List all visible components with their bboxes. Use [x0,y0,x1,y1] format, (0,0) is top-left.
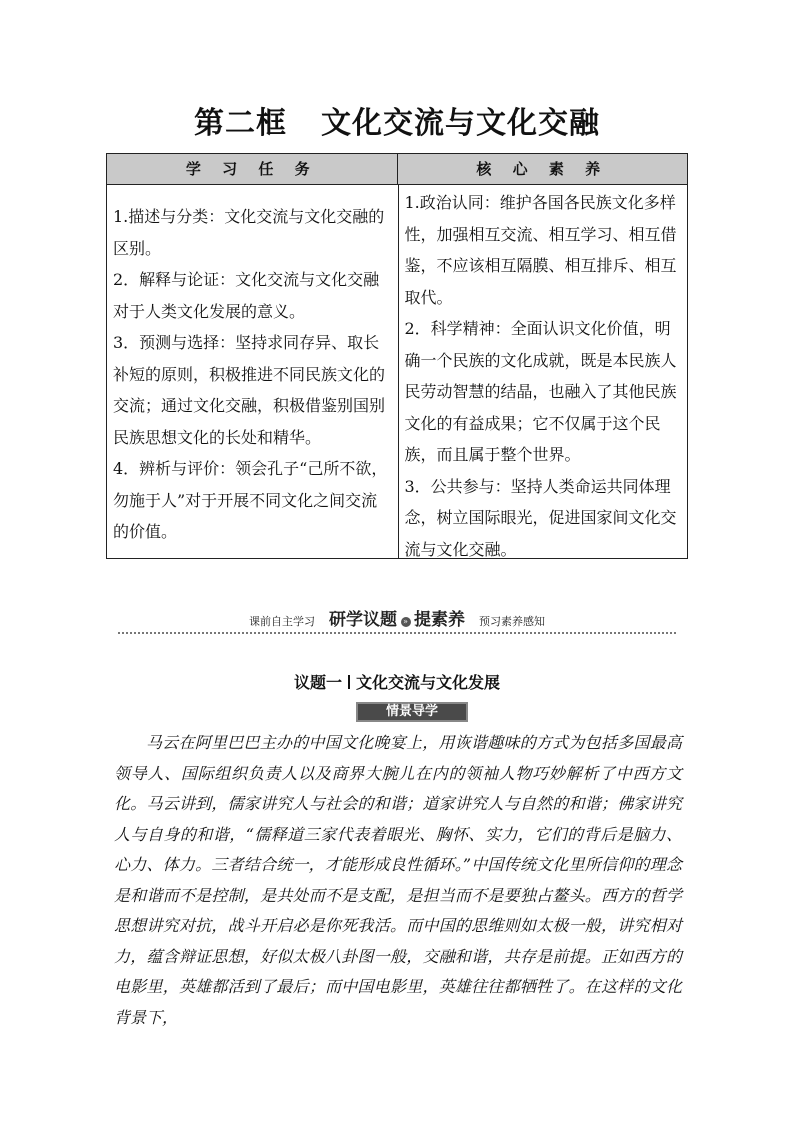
topic-heading [0,670,794,693]
literacy-item: 3．公共参与：坚持人类命运共同体理念，树立国际眼光，促进国家间文化交流与文化交融。 [404,476,677,559]
task-item: 1.描述与分类：文化交流与文化交融的区别。 [113,207,385,258]
passage-text: 马云在阿里巴巴主办的中国文化晚宴上，用诙谐趣味的方式为包括多国最高领导人、国际组织负责人以及商界大腕儿在内的领袖人物巧妙解析了中西方文化。马云讲到，儒家讲究人与社会的和谐；道家讲究人与自然的和谐；佛家讲究人与自身的和谐，“儒释道三家代表着眼光、胸怀、实力，它们的背后是脑力、心力、体力。三者结合统一，才能形成良性循环。”中国传统文化里所信仰的理念是和谐而不是控制，是共处而不是支配，是担当而不是要独占鳌头。西方的哲学思想讲究对抗，战斗开启必是你死我活。而中国的思维则如太极一般，讲究相对力，蕴含辩证思想，好似太极八卦图一般，交融和谐，共存是前提。正如西方的电影里，英雄都活到了最后；而中国电影里，英雄往往都牺牲了。在这样的文化背景下， [114,733,682,1027]
table-header-tasks: 学 习 任 务 [107,154,398,184]
literacy-column [399,185,688,559]
task-item: 2．解释与论证：文化交流与文化交融对于人类文化发展的意义。 [113,270,380,321]
scenario-passage [114,728,682,1033]
table-header-literacy: 核 心 素 养 [476,160,609,178]
page-title [0,98,794,142]
topic-text: 文化交流与文化发展 [356,673,501,692]
objectives-table [106,153,688,559]
banner-title-left: 研学议题 [329,610,397,630]
title-part-2: 文化交流与文化交融 [321,106,600,141]
banner-divider [118,632,676,634]
table-body-row [107,185,687,559]
arrow-icon: » [401,617,411,627]
section-banner [118,606,676,636]
table-header-row [107,154,687,185]
banner-right-caption: 预习素养感知 [479,615,545,628]
banner-title-right: 提素养 [414,610,465,630]
topic-label: 议题一 [293,673,342,692]
tasks-column [107,185,399,559]
topic-separator [348,675,350,689]
task-item: 3．预测与选择：坚持求同存异、取长补短的原则，积极推进不同民族文化的交流；通过文化交融，积极借鉴别国别民族思想文化的长处和精华。 [113,333,386,447]
literacy-item: 2．科学精神：全面认识文化价值，明确一个民族的文化成就，既是本民族人民劳动智慧的结晶，也融入了其他民族文化的有益成果；它不仅属于这个民族，而且属于整个世界。 [404,319,677,464]
task-item: 4．辨析与评价：领会孔子“己所不欲，勿施于人”对于开展不同文化之间交流的价值。 [113,459,388,541]
intro-tag: 情景导学 [356,702,468,722]
banner-left-caption: 课前自主学习 [249,615,315,628]
literacy-item: 1.政治认同：维护各国各民族文化多样性，加强相互交流、相互学习、相互借鉴，不应该相互隔膜、相互排斥、相互取代。 [404,193,677,307]
title-part-1: 第二框 [194,106,287,141]
